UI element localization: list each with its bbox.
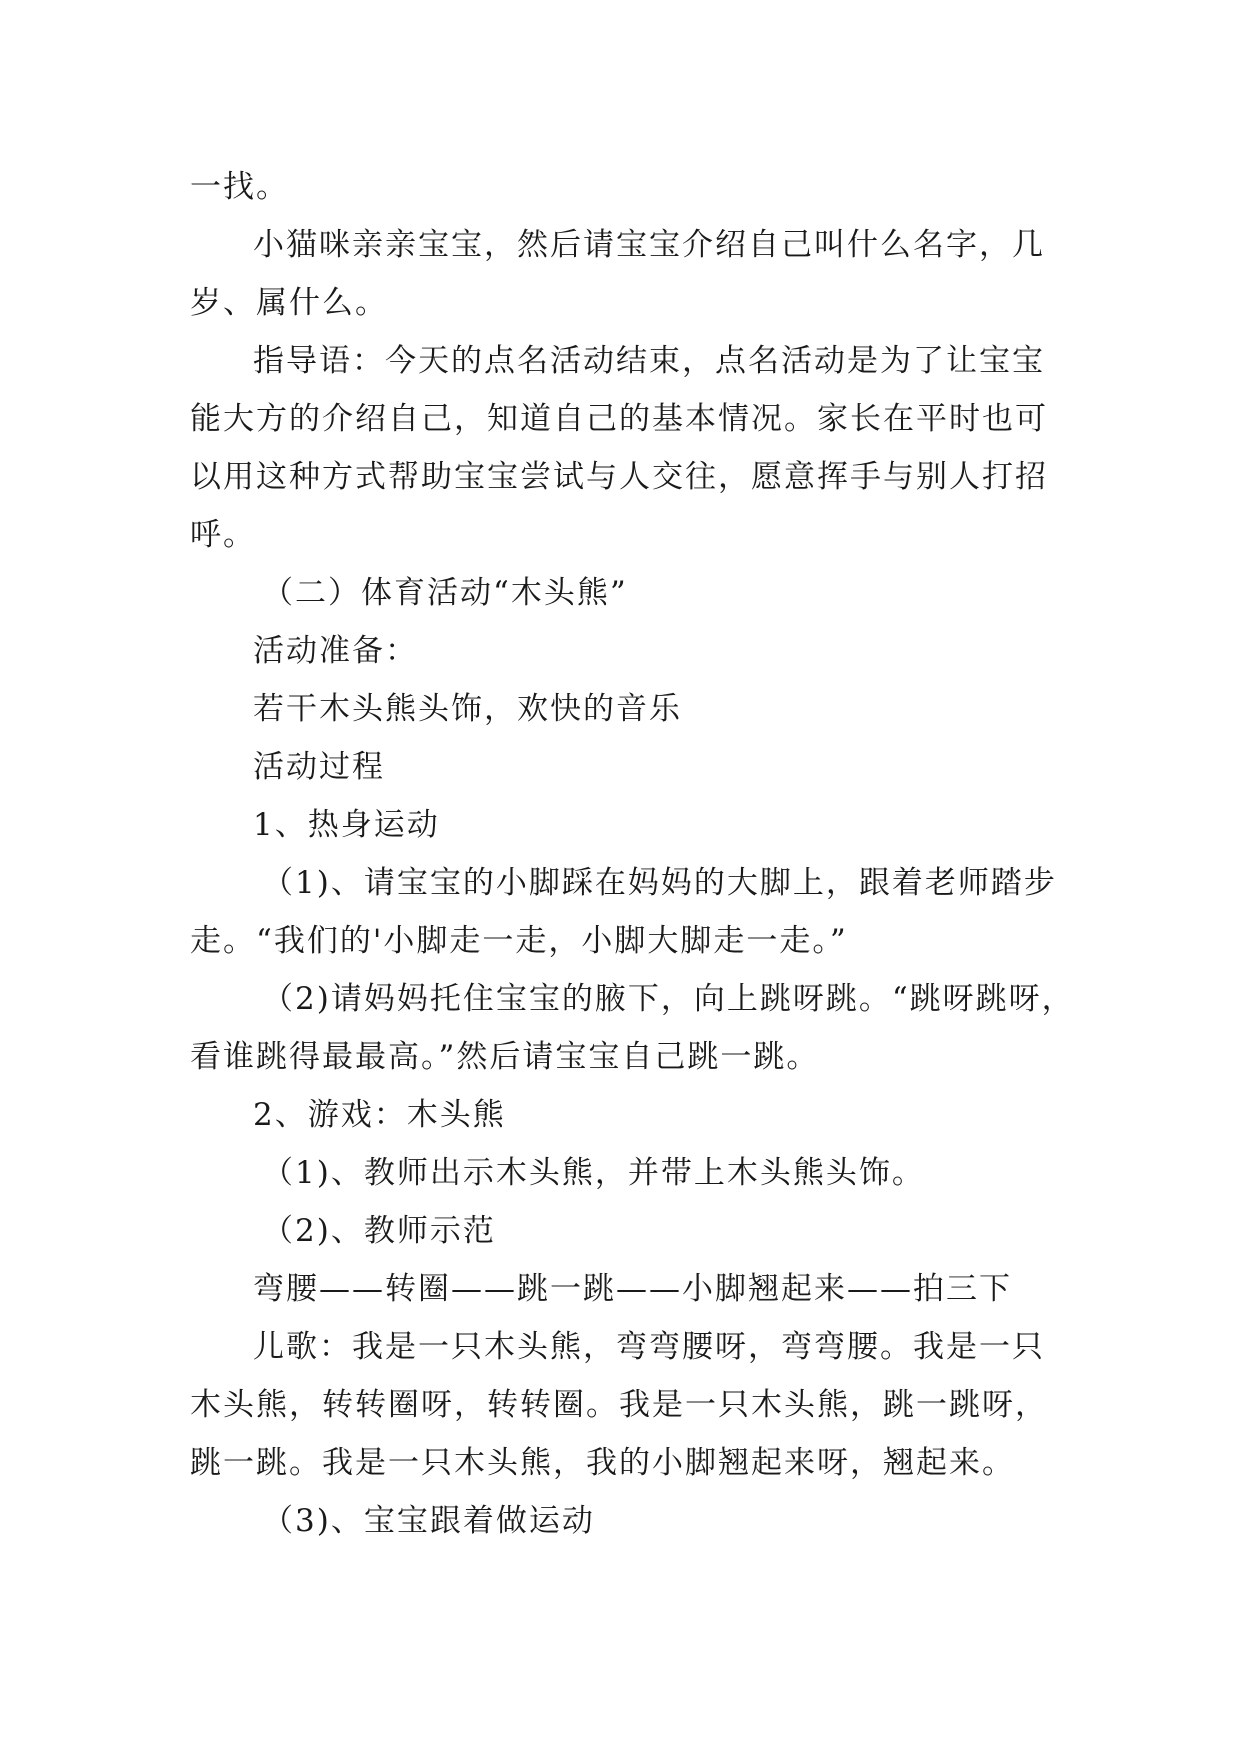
section-heading: （二）体育活动“木头熊” (262, 575, 628, 611)
text-line: 岁、属什么。 (190, 285, 388, 321)
text-line: 呼。 (190, 517, 256, 553)
text-line: 能大方的介绍自己，知道自己的基本情况。家长在平时也可 (190, 401, 1048, 437)
text-line: 活动准备： (253, 633, 418, 669)
text-line: 活动过程 (253, 749, 385, 785)
text-line: 弯腰——转圈——跳一跳——小脚翘起来——拍三下 (253, 1271, 1012, 1307)
text-line: （3)、宝宝跟着做运动 (262, 1503, 595, 1539)
text-line: （2)请妈妈托住宝宝的腋下，向上跳呀跳。“跳呀跳呀， (262, 981, 1075, 1017)
text-line: 2、游戏：木头熊 (253, 1097, 506, 1133)
text-line: 1、热身运动 (253, 807, 440, 843)
text-line: 以用这种方式帮助宝宝尝试与人交往，愿意挥手与别人打招 (190, 459, 1048, 495)
text-line: （1)、教师出示木头熊，并带上木头熊头饰。 (262, 1155, 925, 1191)
text-line: （2)、教师示范 (262, 1213, 496, 1249)
text-line: 看谁跳得最最高。”然后请宝宝自己跳一跳。 (190, 1039, 820, 1075)
text-line: 指导语：今天的点名活动结束，点名活动是为了让宝宝 (253, 343, 1045, 379)
text-line: 木头熊，转转圈呀，转转圈。我是一只木头熊，跳一跳呀， (190, 1387, 1048, 1423)
text-line: 若干木头熊头饰，欢快的音乐 (253, 691, 682, 727)
text-line: 儿歌：我是一只木头熊，弯弯腰呀，弯弯腰。我是一只 (253, 1329, 1045, 1365)
text-line: 走。“我们的'小脚走一走，小脚大脚走一走。” (190, 923, 848, 959)
text-line: 跳一跳。我是一只木头熊，我的小脚翘起来呀，翘起来。 (190, 1445, 1015, 1481)
text-line: （1)、请宝宝的小脚踩在妈妈的大脚上，跟着老师踏步 (262, 865, 1057, 901)
text-line: 小猫咪亲亲宝宝，然后请宝宝介绍自己叫什么名字，几 (253, 227, 1045, 263)
text-line: 一找。 (190, 169, 289, 205)
